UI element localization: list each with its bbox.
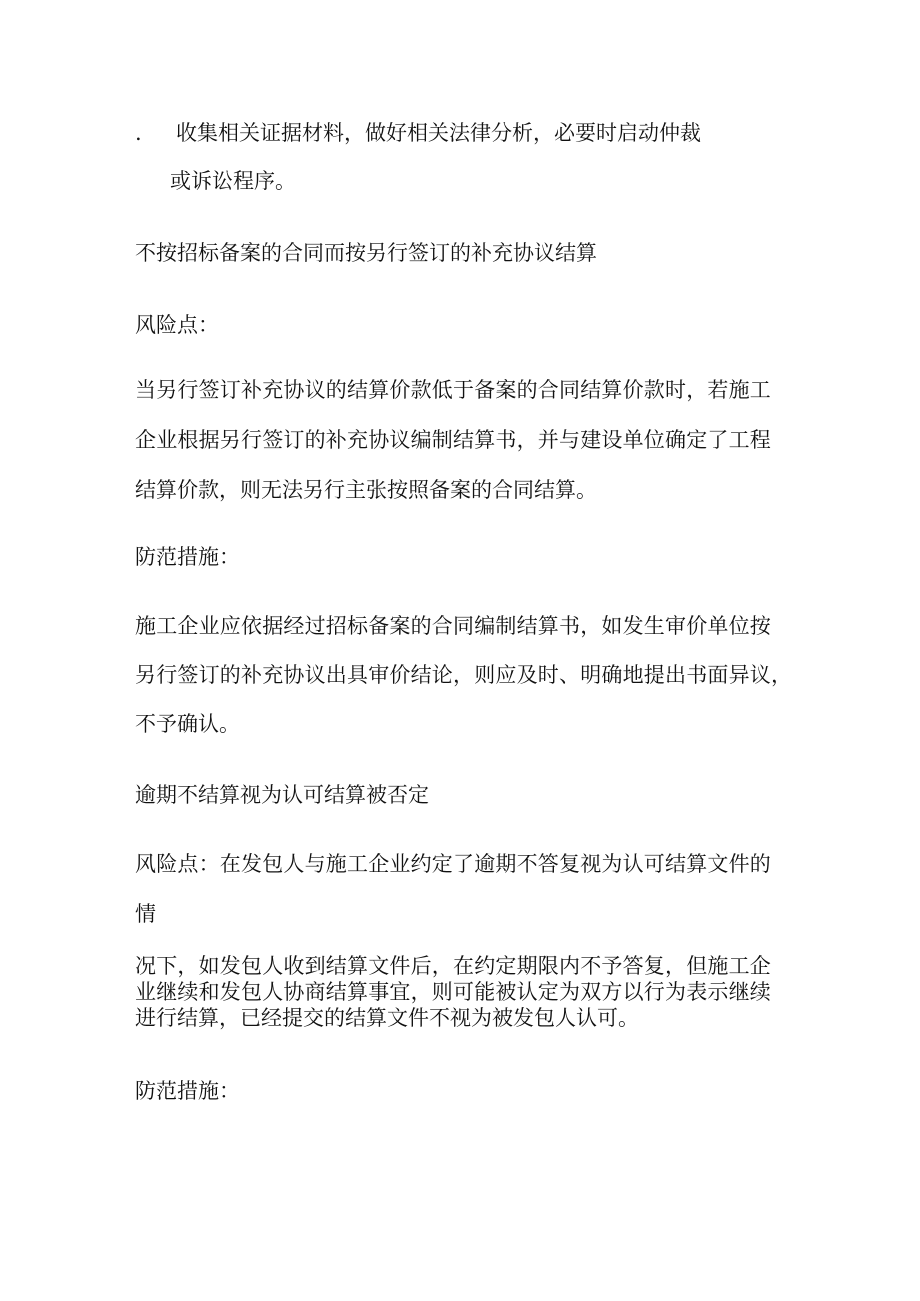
section1-risk-line: 企业根据另行签订的补充协议编制结算书，并与建设单位确定了工程 [135, 428, 771, 452]
section1-measure-line: 施工企业应依据经过招标备案的合同编制结算书，如发生审价单位按 [135, 614, 771, 638]
section1-measure-line: 不予确认。 [135, 712, 240, 736]
section2-risk-line: 况下，如发包人收到结算文件后，在约定期限内不予答复，但施工企 [135, 954, 771, 978]
section2-risk-line: 风险点：在发包人与施工企业约定了逾期不答复视为认可结算文件的 [135, 852, 771, 876]
section1-measure-label: 防范措施： [135, 545, 240, 569]
item1-line1: 收集相关证据材料，做好相关法律分析，必要时启动仲裁 [176, 121, 701, 145]
section1-measure-line: 另行签订的补充协议出具审价结论，则应及时、明确地提出书面异议， [135, 663, 793, 687]
section2-heading: 逾期不结算视为认可结算被否定 [135, 783, 429, 807]
section1-risk-line: 结算价款，则无法另行主张按照备案的合同结算。 [135, 478, 597, 502]
section2-risk-line: 情 [135, 902, 156, 926]
section1-risk-label: 风险点： [135, 313, 219, 337]
section1-heading: 不按招标备案的合同而按另行签订的补充协议结算 [135, 241, 597, 265]
section2-risk-line: 进行结算，已经提交的结算文件不视为被发包人认可。 [135, 1006, 639, 1030]
section1-risk-line: 当另行签订补充协议的结算价款低于备案的合同结算价款时，若施工 [135, 378, 771, 402]
bullet-marker: . [135, 121, 142, 145]
item1-line2: 或诉讼程序。 [170, 169, 296, 193]
section2-measure-label: 防范措施： [135, 1079, 240, 1103]
section2-risk-line: 业继续和发包人协商结算事宜，则可能被认定为双方以行为表示继续 [135, 980, 771, 1004]
